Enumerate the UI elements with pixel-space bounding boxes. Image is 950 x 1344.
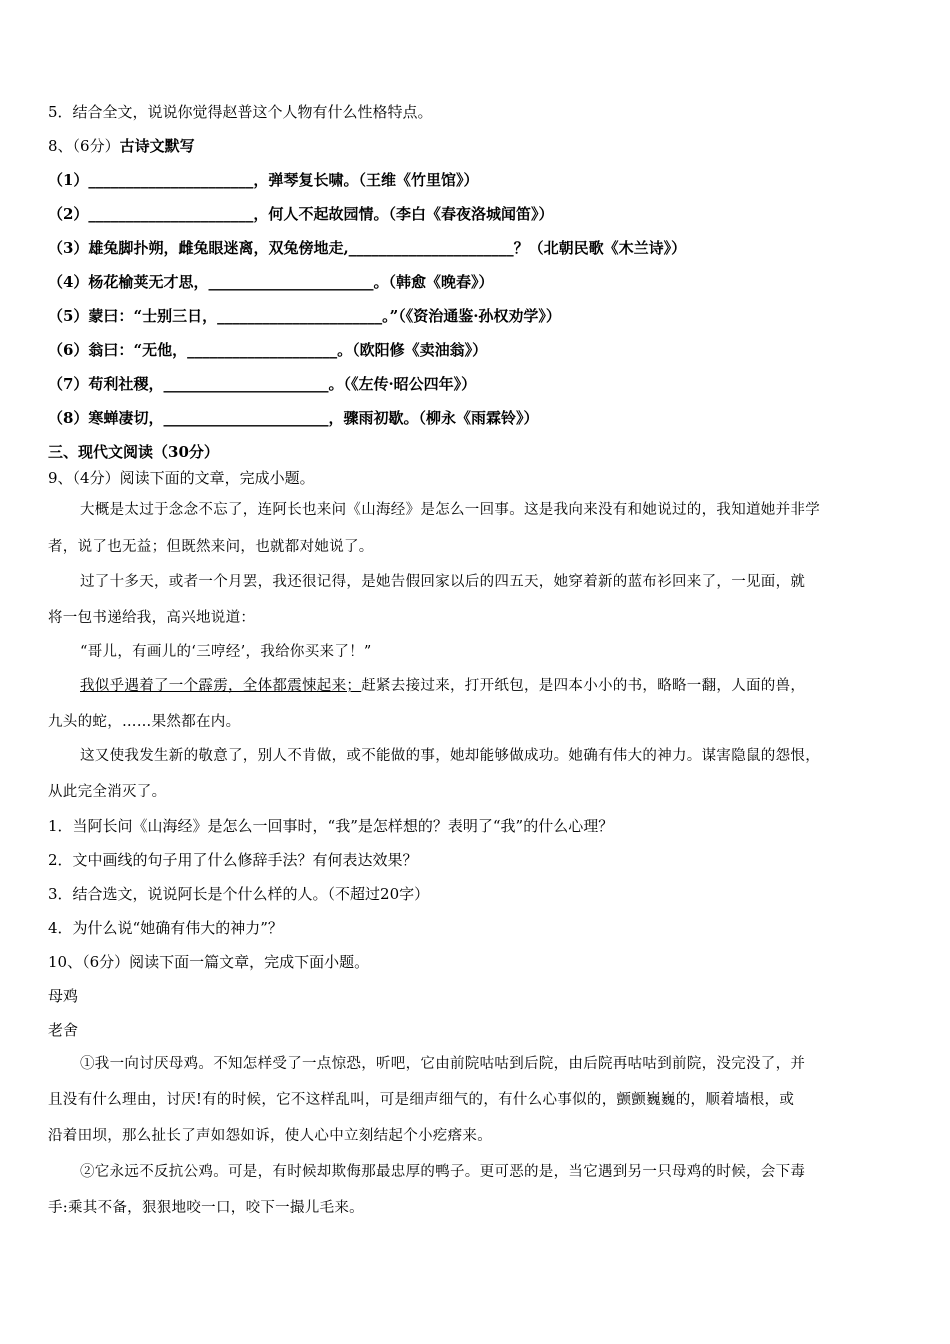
q9-question-3: 3．结合选文，说说阿长是个什么样的人。（不超过20字） xyxy=(48,885,430,903)
q10-header: 10、（6分）阅读下面一篇文章，完成下面小题。 xyxy=(48,953,370,971)
q8-line-2: （2）______________________，何人不起故园情。（李白《春夜洛城闻笛》） xyxy=(48,205,554,223)
q10-paragraph-1c: 沿着田坝，那么扯长了声如怨如诉，使人心中立刻结起个小疙瘩来。 xyxy=(48,1128,492,1144)
q8-header-prefix: 8、（6分） xyxy=(48,137,120,155)
q9-question-1: 1．当阿长问《山海经》是怎么一回事时，“我”是怎样想的？表明了“我”的什么心理？ xyxy=(48,817,614,835)
section-3-heading: 三、现代文阅读（30分） xyxy=(48,443,219,461)
q8-line-8: （8）寒蝉凄切，______________________，骤雨初歇。（柳永《雨霖铃》） xyxy=(48,409,539,427)
q10-paragraph-1b: 且没有什么理由，讨厌!有的时候，它不这样乱叫，可是细声细气的，有什么心事似的，颤颤巍巍的，顺着墙根，或 xyxy=(48,1092,795,1108)
q8-line-7: （7）苟利社稷，______________________。（《左传·昭公四年》） xyxy=(48,375,477,393)
q9-paragraph-5b: 从此完全消灭了。 xyxy=(48,784,167,800)
q9-question-2: 2．文中画线的句子用了什么修辞手法？有何表达效果？ xyxy=(48,851,418,869)
q9-paragraph-2b: 将一包书递给我，高兴地说道： xyxy=(48,610,256,626)
q9-question-4: 4．为什么说“她确有伟大的神力”？ xyxy=(48,919,283,937)
q9-paragraph-1b: 者，说了也无益；但既然来问，也就都对她说了。 xyxy=(48,539,374,555)
q8-line-5: （5）蒙曰：“士别三日，______________________。”（《资治通鉴·孙权劝学》） xyxy=(48,307,561,325)
q8-header xyxy=(48,136,195,156)
article-title: 母鸡 xyxy=(48,987,79,1005)
q9-paragraph-4b: 九头的蛇，……果然都在内。 xyxy=(48,714,241,730)
q8-line-3: （3）雄兔脚扑朔，雌兔眼迷离，双兔傍地走,______________________？（北朝民歌《木兰诗》） xyxy=(48,239,687,257)
q10-paragraph-1a: ①我一向讨厌母鸡。不知怎样受了一点惊恐，听吧，它由前院咕咕到后院，由后院再咕咕到前院，没完没了，并 xyxy=(80,1056,806,1072)
q10-paragraph-2a: ②它永远不反抗公鸡。可是，有时候却欺侮那最忠厚的鸭子。更可恶的是，当它遇到另一只母鸡的时候，会下毒 xyxy=(80,1164,806,1180)
q8-line-1: （1）______________________，弹琴复长啸。（王维《竹里馆》） xyxy=(48,171,479,189)
q9-paragraph-2a: 过了十多天，或者一个月罢，我还很记得，是她告假回家以后的四五天，她穿着新的蓝布衫回来了，一见面，就 xyxy=(80,574,806,590)
underlined-sentence: 我似乎遇着了一个霹雳，全体都震悚起来； xyxy=(80,678,362,694)
article-author: 老舍 xyxy=(48,1021,79,1039)
q9-paragraph-4-rest: 赶紧去接过来，打开纸包，是四本小小的书，略略一翻，人面的兽， xyxy=(361,678,806,694)
q8-header-title: 古诗文默写 xyxy=(119,137,195,155)
q9-paragraph-3: “哥儿，有画儿的‘三哼经’，我给你买来了！” xyxy=(80,644,372,660)
q9-paragraph-1a: 大概是太过于念念不忘了，连阿长也来问《山海经》是怎么一回事。这是我向来没有和她说过的，我知道她并非学 xyxy=(80,502,820,518)
q8-line-6: （6）翁曰：“无他，____________________。（欧阳修《卖油翁》） xyxy=(48,341,488,359)
q9-paragraph-5a: 这又使我发生新的敬意了，别人不肯做，或不能做的事，她却能够做成功。她确有伟大的神力。谋害隐鼠的怨恨， xyxy=(80,748,820,764)
q8-line-4: （4）杨花榆荚无才思，______________________。（韩愈《晚春》） xyxy=(48,273,494,291)
q9-header: 9、（4分）阅读下面的文章，完成小题。 xyxy=(48,469,315,487)
q5-line: 5．结合全文，说说你觉得赵普这个人物有什么性格特点。 xyxy=(48,103,433,121)
q9-paragraph-4a xyxy=(80,676,805,696)
q10-paragraph-2b: 手:乘其不备，狠狠地咬一口，咬下一撮儿毛来。 xyxy=(48,1200,364,1216)
